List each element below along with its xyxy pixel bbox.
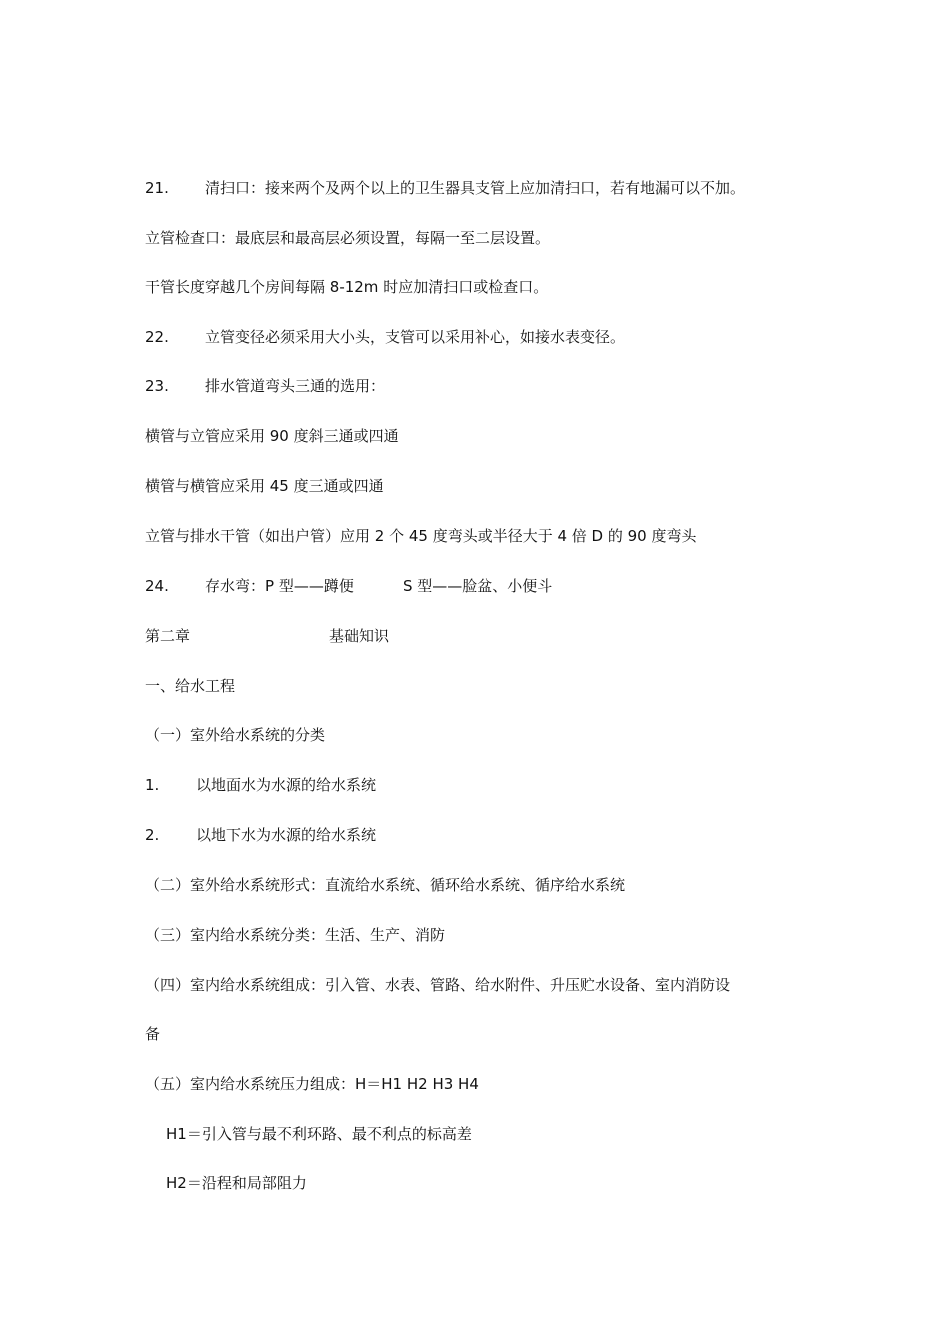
item-text: 清扫口：接来两个及两个以上的卫生器具支管上应加清扫口，若有地漏可以不加。 <box>205 179 746 197</box>
paragraph-main-pipe: 干管长度穿越几个房间每隔 8-12m 时应加清扫口或检查口。 <box>145 278 549 296</box>
subsection-indoor-composition: （四）室内给水系统组成：引入管、水表、管路、给水附件、升压贮水设备、室内消防设 <box>145 976 731 994</box>
pressure-h2: H2＝沿程和局部阻力 <box>166 1174 307 1192</box>
section-heading: 一、给水工程 <box>145 677 236 695</box>
paragraph-riser-inspection: 立管检查口：最底层和最高层必须设置，每隔一至二层设置。 <box>145 229 551 247</box>
item-21 <box>145 178 745 198</box>
paragraph-horizontal-horizontal: 横管与横管应采用 45 度三通或四通 <box>145 477 384 495</box>
subsection-indoor-classification: （三）室内给水系统分类：生活、生产、消防 <box>145 926 446 944</box>
chapter-title: 基础知识 <box>329 627 390 645</box>
item-number: 2. <box>145 826 160 844</box>
item-text: 以地下水为水源的给水系统 <box>196 826 377 844</box>
paragraph-horizontal-vertical: 横管与立管应采用 90 度斜三通或四通 <box>145 427 399 445</box>
pressure-h1: H1＝引入管与最不利环路、最不利点的标高差 <box>166 1125 472 1143</box>
item-number: 1. <box>145 776 160 794</box>
numbered-item-2 <box>145 825 376 845</box>
item-23 <box>145 376 385 396</box>
subsection-indoor-composition-continued: 备 <box>145 1025 161 1043</box>
item-text: 立管变径必须采用大小头，支管可以采用补心，如接水表变径。 <box>205 328 626 346</box>
item-text-a: 存水弯：P 型——蹲便 <box>205 577 354 595</box>
item-22 <box>145 327 625 347</box>
subsection-outdoor-forms: （二）室外给水系统形式：直流给水系统、循环给水系统、循序给水系统 <box>145 876 626 894</box>
item-number: 22. <box>145 328 169 346</box>
subsection-outdoor-classification: （一）室外给水系统的分类 <box>145 726 326 744</box>
numbered-item-1 <box>145 775 376 795</box>
item-number: 23. <box>145 377 169 395</box>
item-text: 以地面水为水源的给水系统 <box>196 776 377 794</box>
chapter-label: 第二章 <box>145 627 191 645</box>
subsection-indoor-pressure: （五）室内给水系统压力组成：H＝H1 H2 H3 H4 <box>145 1075 479 1093</box>
item-number: 21. <box>145 179 169 197</box>
item-24 <box>145 576 552 596</box>
chapter-heading <box>145 626 389 646</box>
item-text: 排水管道弯头三通的选用： <box>205 377 386 395</box>
item-number: 24. <box>145 577 169 595</box>
item-text-b: S 型——脸盆、小便斗 <box>403 577 553 595</box>
paragraph-riser-drain: 立管与排水干管（如出户管）应用 2 个 45 度弯头或半径大于 4 倍 D 的 90 度弯头 <box>145 527 697 545</box>
